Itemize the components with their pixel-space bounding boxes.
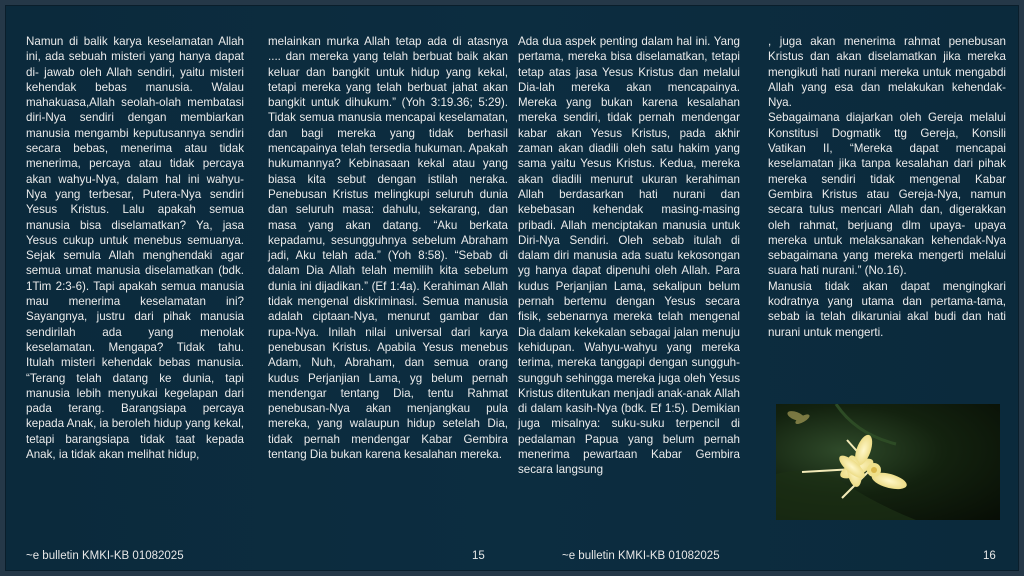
footer-bulletin-label: ~e bulletin KMKI-KB 01082025 — [26, 550, 184, 562]
page-number: 16 — [983, 550, 996, 562]
page-number: 15 — [472, 550, 485, 562]
body-text: Sebagaimana diajarkan oleh Gereja melalui Konstitusi Dogmatik ttg Gereja, Konsili Vatikan II, “Mereka dapat mencapai keselamatan jika tanpa kesalahan dari pihak mereka sendiri tidak mengenal Kabar Gembira Kristus atau Gereja-Nya, namun secara tulus mencari Allah dan, digerakkan oleh rahmat, berjuang dlm upaya- upaya mereka untuk melaksanakan kehendak-Nya sebagaimana yang mereka mengerti melalui suara hati nurani.” (No.16). — [768, 111, 1006, 278]
body-text: , juga akan menerima rahmat penebusan Kristus dan akan diselamatkan jika mereka mengikuti hati nurani mereka untuk mengabdi Allah yang esa dan melakukan kehendak-Nya. — [768, 35, 1006, 110]
body-text: Ada dua aspek penting dalam hal ini. Yang pertama, mereka bisa diselamatkan, tetapi tetap atas jasa Yesus Kristus dan melalui Dia-lah mereka akan mencapainya. Mereka yang bukan karena kesalahan mereka sendiri, tidak pernah mendengar kabar akan Yesus Kristus, pada akhir zaman akan diadili oleh satu hakim yang sama yaitu Yesus Kristus. Kedua, mereka akan diadili menurut ukuran kerahiman Allah berdasarkan hati nurani dan kebebasan kehendak masing-masing pribadi. Allah menciptakan manusia untuk Diri-Nya Sendiri. Oleh sebab itulah di dalam diri manusia ada suatu kekosongan yg hanya dapat dipenuhi oleh Allah. Para kudus Perjanjian Lama, sekalipun belum pernah bertemu dengan Yesus secara fisik, sebenarnya mereka telah mengenal Dia dalam kekekalan sebagai jalan menuju kehidupan. Wahyu-wahyu yang mereka terima, mereka tanggapi dengan sungguh-sungguh sehingga mereka juga oleh Yesus Kristus ditentukan menjadi anak-anak Allah di dalam kasih-Nya (bdk. Ef 1:5). Demikian juga misalnya: suku-suku terpencil di pedalaman Papua yang belum pernah menerima pewartaan Kabar Gembira secara langsung — [518, 35, 740, 477]
page-16-column-1 — [518, 34, 740, 478]
bulletin-spread — [6, 6, 1018, 570]
body-text: Namun di balik karya keselamatan Allah ini, ada sebuah misteri yang hanya dapat di- jawab oleh Allah sendiri, yaitu misteri kehendak bebas manusia. Walau mahakuasa,Allah seolah-olah membatasi diri-Nya sendiri dengan membiarkan manusia mengambi keputusannya sendiri secara bebas, menerima atau tidak menerima, percaya atau tidak percaya akan wahyu-Nya, dalam hal ini wahyu-Nya yang terbesar, Putera-Nya sendiri Yesus Kristus. Lalu apakah semua manusia bisa diselamatkan? Ya, jasa Yesus cukup untuk menebus semuanya. Sejak semula Allah menghendaki agar semua umat manusia diselamatkan (bdk. 1Tim 2:3-6). Tapi apakah semua manusia mau menerima keselamatan ini? Sayangnya, justru dari pihak manusia sendirilah ada yang menolak keselamatan. Mengapa? Tidak tahu. Itulah misteri kehendak bebas manusia. “Terang telah datang ke dunia, tapi manusia lebih menyukai kegelapan dari pada terang. Barangsiapa percaya kepada Anak, ia beroleh hidup yang kekal, tetapi barangsiapa tidak taat kepada Anak, ia tidak akan melihat hidup, — [26, 35, 244, 462]
flower-photo — [776, 404, 1000, 520]
page-15-column-2 — [268, 34, 508, 462]
body-text: melainkan murka Allah tetap ada di atasnya .... dan mereka yang telah berbuat baik akan keluar dan bangkit untuk hidup yang kekal, tetapi mereka yang telah berbuat jahat akan bangkit untuk dihukum.” (Yoh 3:19.36; 5:29). Tidak semua manusia mencapai keselamatan, dan bagi mereka yang tidak berhasil mencapainya telah tersedia hukuman. Apakah hukumannya? Kebinasaan kekal atau yang biasa kita sebut dengan istilah neraka. Penebusan Kristus melingkupi seluruh dunia dan seluruh masa: dahulu, sekarang, dan masa yang akan datang. “Aku berkata kepadamu, sesungguhnya sebelum Abraham jadi, Aku telah ada.” (Yoh 8:58). “Sebab di dalam Dia Allah telah memilih kita sebelum dunia ini dijadikan.” (Ef 1:4a). Kerahiman Allah tidak mengenal diskriminasi. Semua manusia adalah ciptaan-Nya, menurut gambar dan rupa-Nya. Inilah nilai universal dari karya penebusan Kristus. Apabila Yesus menebus Adam, Nuh, Abraham, dan semua orang kudus Perjanjian Lama, yg belum pernah mendengar tentang Dia, tentu Rahmat penebusan-Nya akan menjangkau pula mereka, yang walaupun hidup setelah Dia, tidak pernah mendengar Kabar Gembira tentang Dia bukan karena kesalahan mereka. — [268, 35, 508, 462]
footer-bulletin-label: ~e bulletin KMKI-KB 01082025 — [562, 550, 720, 562]
columbine-flower-illustration — [776, 404, 1000, 520]
page-15-column-1 — [26, 34, 244, 462]
body-text: Manusia tidak akan dapat mengingkari kodratnya yang utama dan pertama-tama, sebab ia telah dikaruniai akal budi dan hati nurani untuk mengerti. — [768, 279, 1006, 339]
page-16-column-2 — [768, 34, 1006, 340]
